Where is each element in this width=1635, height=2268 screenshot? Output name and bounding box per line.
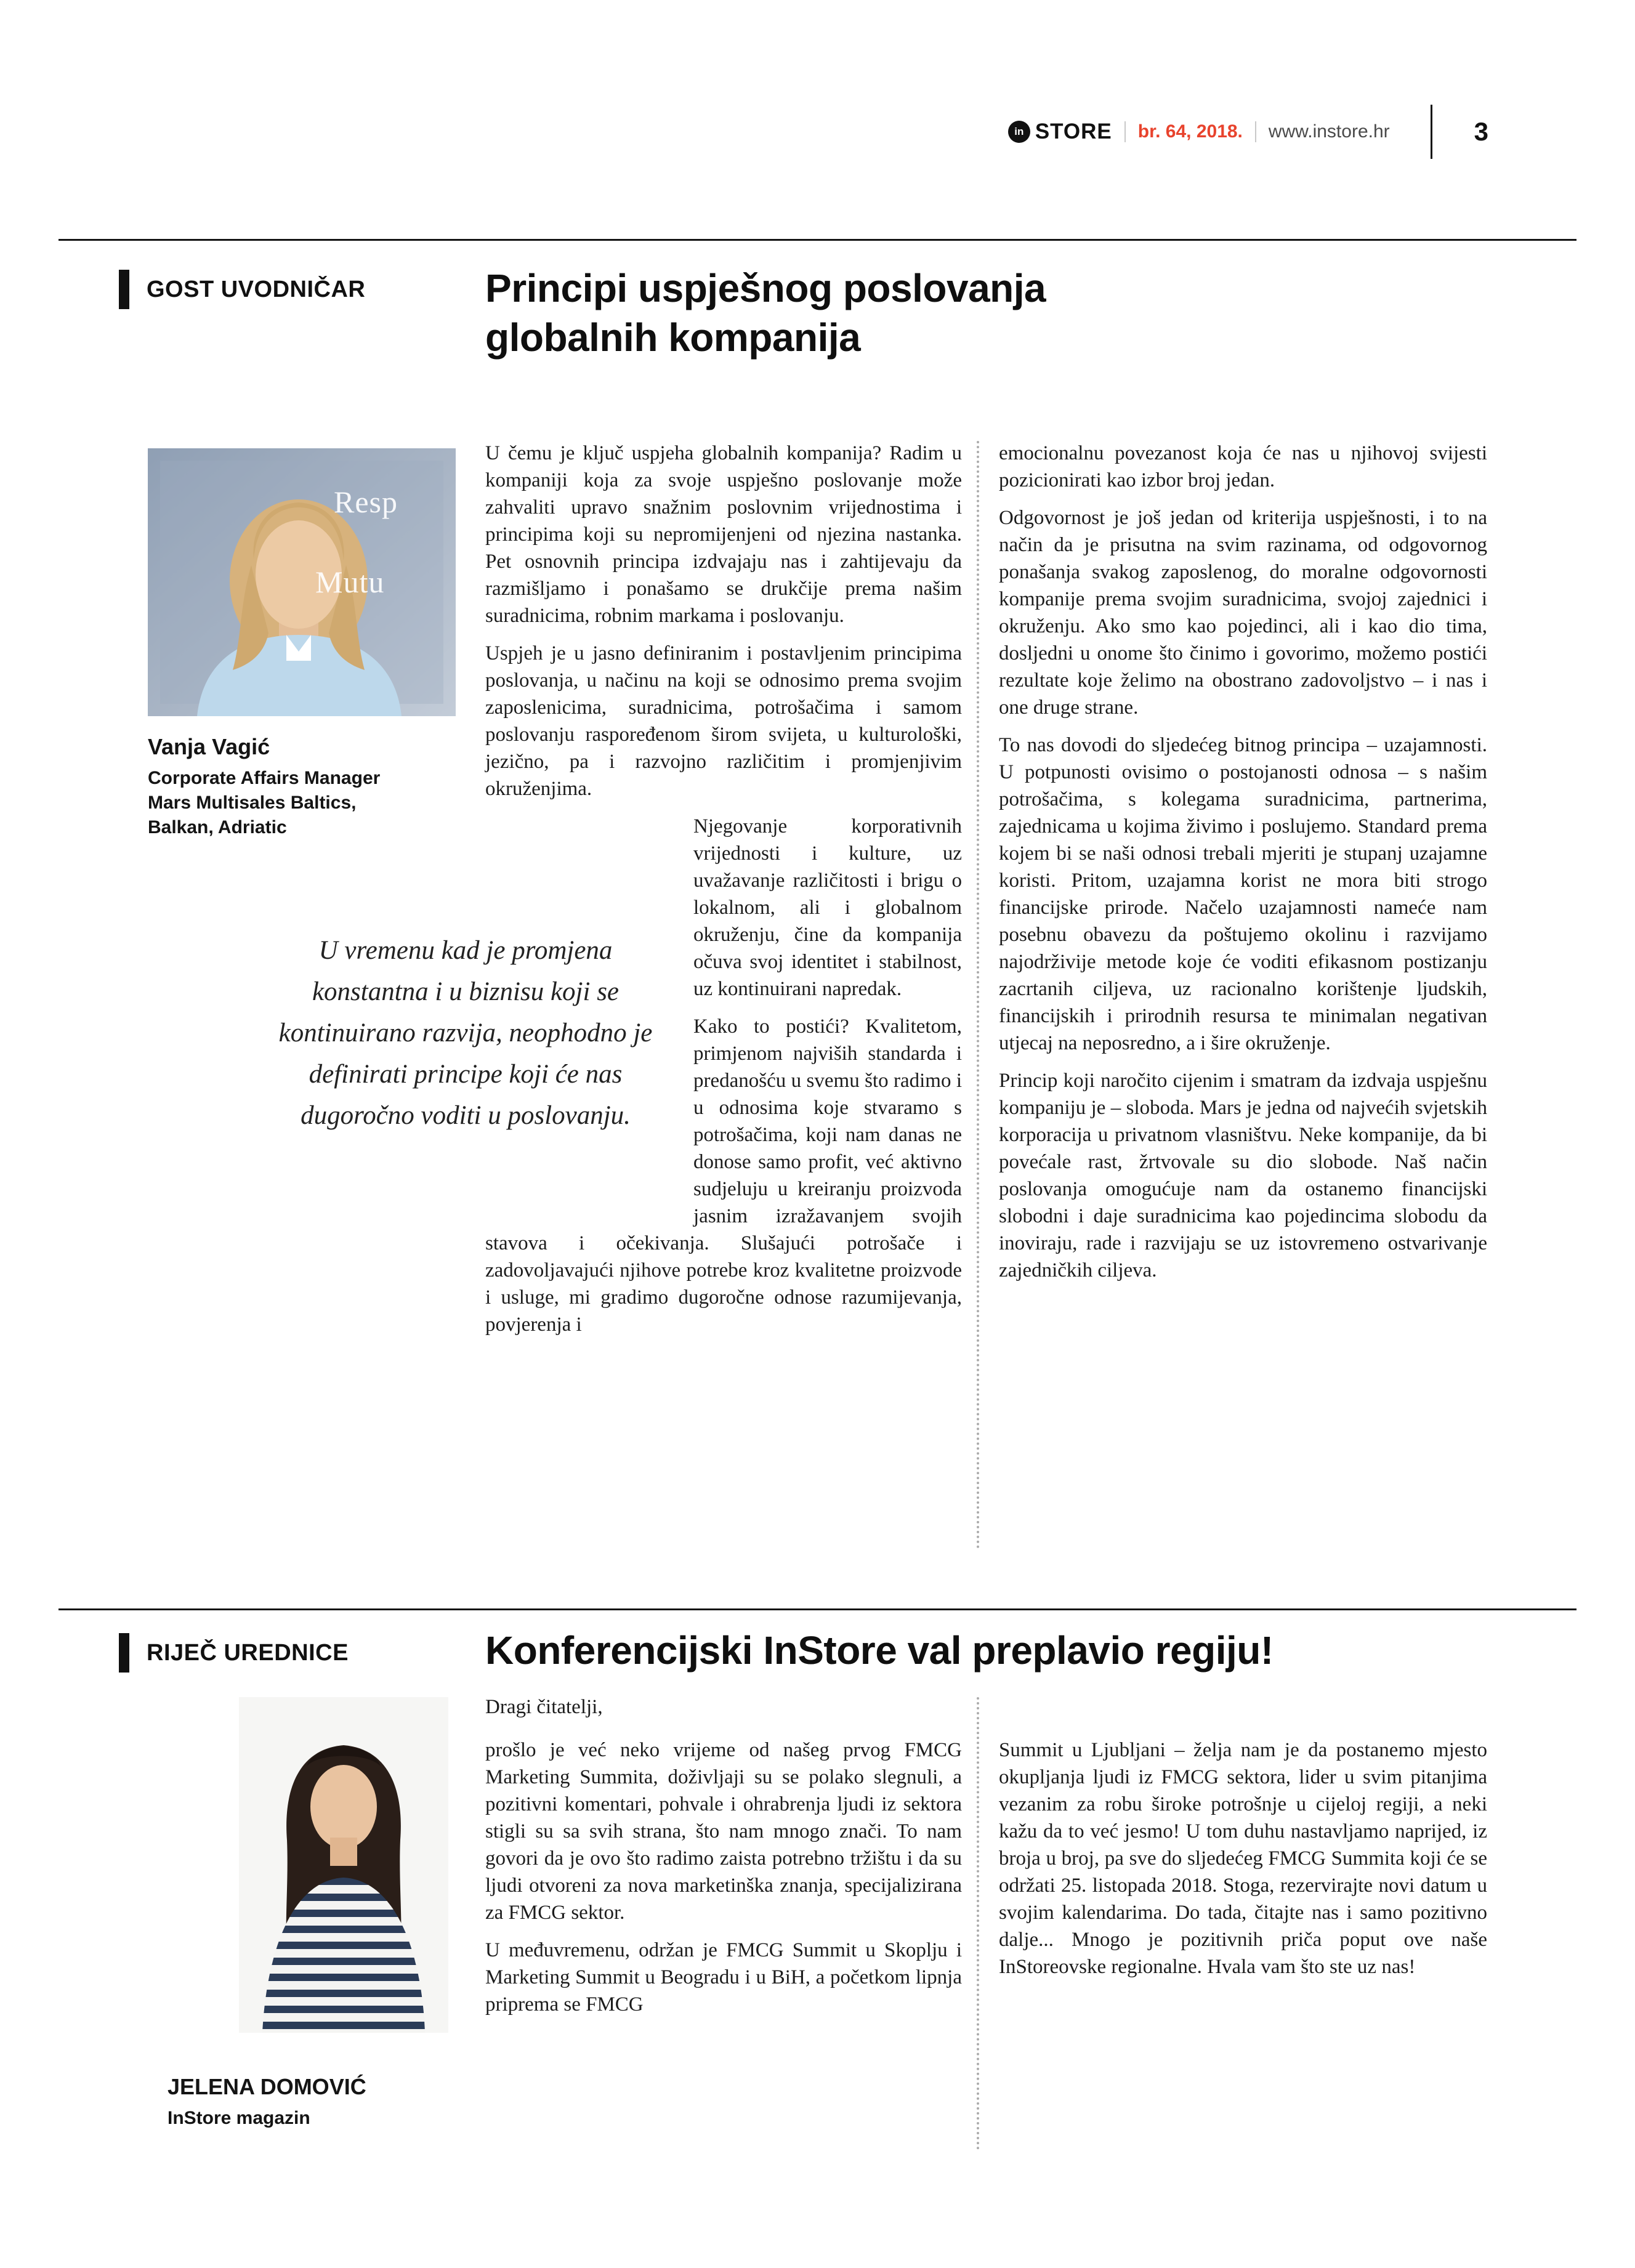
paragraph: Njegovanje korporativnih vrijednosti i kulture, uz uvažavanje različitosti i brigu o lokalnom, ali i globalnom okruženju, čine da kompanija očuva svoj identitet i stabilnost, uz kontinuirani napredak. xyxy=(693,815,962,1000)
pull-quote-container xyxy=(278,867,693,1225)
header-separator xyxy=(1255,121,1256,142)
article-title-line: Principi uspješnog poslovanja xyxy=(485,266,1046,310)
page-header xyxy=(1008,103,1488,160)
author-photo-vanja xyxy=(148,448,456,716)
top-section-rule xyxy=(59,239,1576,241)
page-number-divider xyxy=(1431,105,1432,159)
author-name: JELENA DOMOVIĆ xyxy=(168,2074,366,2099)
author-photo-jelena xyxy=(239,1697,448,2033)
article-title-1 xyxy=(485,264,1286,362)
pull-quote: U vremenu kad je promjena konstantna i u biznisu koji se kontinuirano razvija, neophodno je definirati principe koji će nas dugoročno voditi u poslovanju. xyxy=(278,936,653,1130)
issue-number: br. 64, 2018. xyxy=(1137,121,1243,142)
paragraph: Kako to postići? Kvalitetom, primjenom najviših standarda i predanošću u svemu što radimo i u odnosima koje stvaramo s potrošačima, koji nam danas ne donose samo profit, već aktivno sudjeluju u kreiranju proizvoda jasnim izražavanjem svojih stavova i očekivanja. Slušajući potrošače i zadovoljavajući njihove potrebe kroz kvalitetne proizvode i usluge, mi gradimo dugoročne odnose razumijevanja, povjerenja i xyxy=(485,1015,962,1336)
paragraph: U međuvremenu, održan je FMCG Summit u Skoplju i Marketing Summit u Beogradu i u BiH, a početkom lipnja priprema se FMCG xyxy=(485,1939,962,2016)
author-role-line: Balkan, Adriatic xyxy=(148,817,287,837)
article2-column-right xyxy=(999,1737,1487,1980)
logo-text: STORE xyxy=(1035,119,1112,143)
paragraph: To nas dovodi do sljedećeg bitnog principa – uzajamnosti. U potpunosti ovisimo o postojanosti odnosa – s našim potrošačima, s kolegama suradnicima, partnerima, zajednicama u kojima živimo i poslujemo. Standard prema kojem bi se naši odnosi trebali mjeriti je stupanj uzajamne koristi. Pritom, uzajamna korist ne mora biti strogo financijske prirode. Načelo uzajamnosti nameće nam posebnu obavezu da poštujemo okolinu i razvijamo najodrživije metode koje će voditi efikasnom postizanju zacrtanih ciljeva, uz racionalno korištenje ljudskih, financijskih i prirodnih resursa te minimalan negativan utjecaj na neposredno, a i šire okruženje. xyxy=(999,734,1487,1054)
photo-background-word: Mutu xyxy=(315,565,385,599)
author-caption-vanja xyxy=(148,734,468,840)
website-link[interactable]: www.instore.hr xyxy=(1268,121,1390,142)
kicker-bar xyxy=(119,1633,129,1673)
section-kicker-rijec-urednice xyxy=(119,1633,349,1673)
column-divider-dotted xyxy=(977,1697,979,2150)
article2-column-left xyxy=(485,1693,962,2018)
paragraph: U čemu je ključ uspjeha globalnih kompanija? Radim u kompaniji koja za svoje uspješno poslovanje može zahvaliti upravo snažnim poslovnim vrijednostima i principima koji su nepromijenjeni od njezina nastanka. Pet osnovnih principa izdvajaju nas i zahtijevaju da razmišljamo i ponašamo se drukčije prema našim suradnicima, robnim markama i poslovanju. xyxy=(485,442,962,627)
article1-column-right xyxy=(999,440,1487,1284)
column-divider-dotted xyxy=(977,441,979,1549)
paragraph: Odgovornost je još jedan od kriterija uspješnosti, i to na način da je prisutna na svim razinama, od odgovornog ponašanja svakog zaposlenog, do moralne odgovornosti kompanije prema svojim suradnicima, svojoj zajednici i okruženju. Ako smo kao pojedinci, ali i kao dio tima, dosljedni u onome što činimo i govorimo, možemo postići rezultate koje želimo na obostrano zadovoljstvo – i nas i one druge strane. xyxy=(999,507,1487,719)
paragraph: Summit u Ljubljani – želja nam je da postanemo mjesto okupljanja ljudi iz FMCG sektora, lider u svim pitanjima vezanim za robu široke potrošnje u cijeloj regiji, a neki kažu da to već jesmo! U tom duhu nastavljamo naprijed, iz broja u broj, pa sve do sljedećeg FMCG Summita koji će se održati 25. listopada 2018. Stoga, rezervirajte novi datum u svojim kalendarima. Do tada, čitajte nas i samo pozitivno dalje... Mnogo je pozitivnih priča poput ove naše InStoreovske regionalne. Hvala vam što ste uz nas! xyxy=(999,1739,1487,1978)
jelena-photo-illustration xyxy=(239,1697,448,2033)
instore-logo xyxy=(1008,119,1112,144)
author-role-line: Corporate Affairs Manager xyxy=(148,768,381,788)
author-role-line: InStore magazin xyxy=(168,2108,310,2128)
section-kicker-gost-uvodnicar xyxy=(119,270,365,309)
header-separator xyxy=(1124,121,1126,142)
mid-section-rule xyxy=(59,1608,1576,1610)
author-name: Vanja Vagić xyxy=(148,734,270,759)
kicker-label: GOST UVODNIČAR xyxy=(147,276,366,302)
greeting: Dragi čitatelji, xyxy=(485,1696,603,1718)
author-role-line: Mars Multisales Baltics, xyxy=(148,793,357,813)
paragraph: prošlo je već neko vrijeme od našeg prvog FMCG Marketing Summita, doživljaji su se polako slegnuli, a pozitivni komentari, pohvale i ohrabrenja ljudi iz sektora stigli su sa svih strana, što nam mnogo znači. To nam govori da je ovo što radimo zaista potrebno tržištu i da su ljudi otvoreni za nova marketinška znanja, specijalizirana za FMCG sektor. xyxy=(485,1739,962,1924)
article-title-2: Konferencijski InStore val preplavio regiju! xyxy=(485,1628,1274,1673)
paragraph: emocionalnu povezanost koja će nas u njihovoj svijesti pozicionirati kao izbor broj jedan. xyxy=(999,442,1487,491)
instore-logo-icon: in xyxy=(1008,121,1030,143)
paragraph: Princip koji naročito cijenim i smatram da izdvaja uspješnu kompaniju je – sloboda. Mars je jedna od najvećih svjetskih korporacija u privatnom vlasništvu. Neke kompanije, da bi povećale rast, žrtvovale su dio slobode. Naš način poslovanja omogućuje nam da ostanemo financijski slobodni i daje suradnicima kao pojedincima slobodu da inoviraju, rade i razvijaju se uz istovremeno ostvarivanje zajedničkih ciljeva. xyxy=(999,1070,1487,1281)
article-title-line: globalnih kompanija xyxy=(485,315,861,360)
kicker-label: RIJEČ UREDNICE xyxy=(147,1639,349,1666)
paragraph: Uspjeh je u jasno definiranim i postavljenim principima poslovanja, u načinu na koji se odnosimo prema svojim zaposlenicima, suradnicima, potrošačima i samom poslovanju raspoređenom širom svijeta, u kulturološki, jezično, pa i razvojno različitim i promjenjivim okruženjima. xyxy=(485,642,962,800)
kicker-bar xyxy=(119,270,129,309)
page-number: 3 xyxy=(1474,117,1488,146)
author-caption-jelena xyxy=(168,2074,463,2131)
vanja-photo-illustration xyxy=(148,448,456,716)
photo-background-word: Resp xyxy=(334,485,398,519)
